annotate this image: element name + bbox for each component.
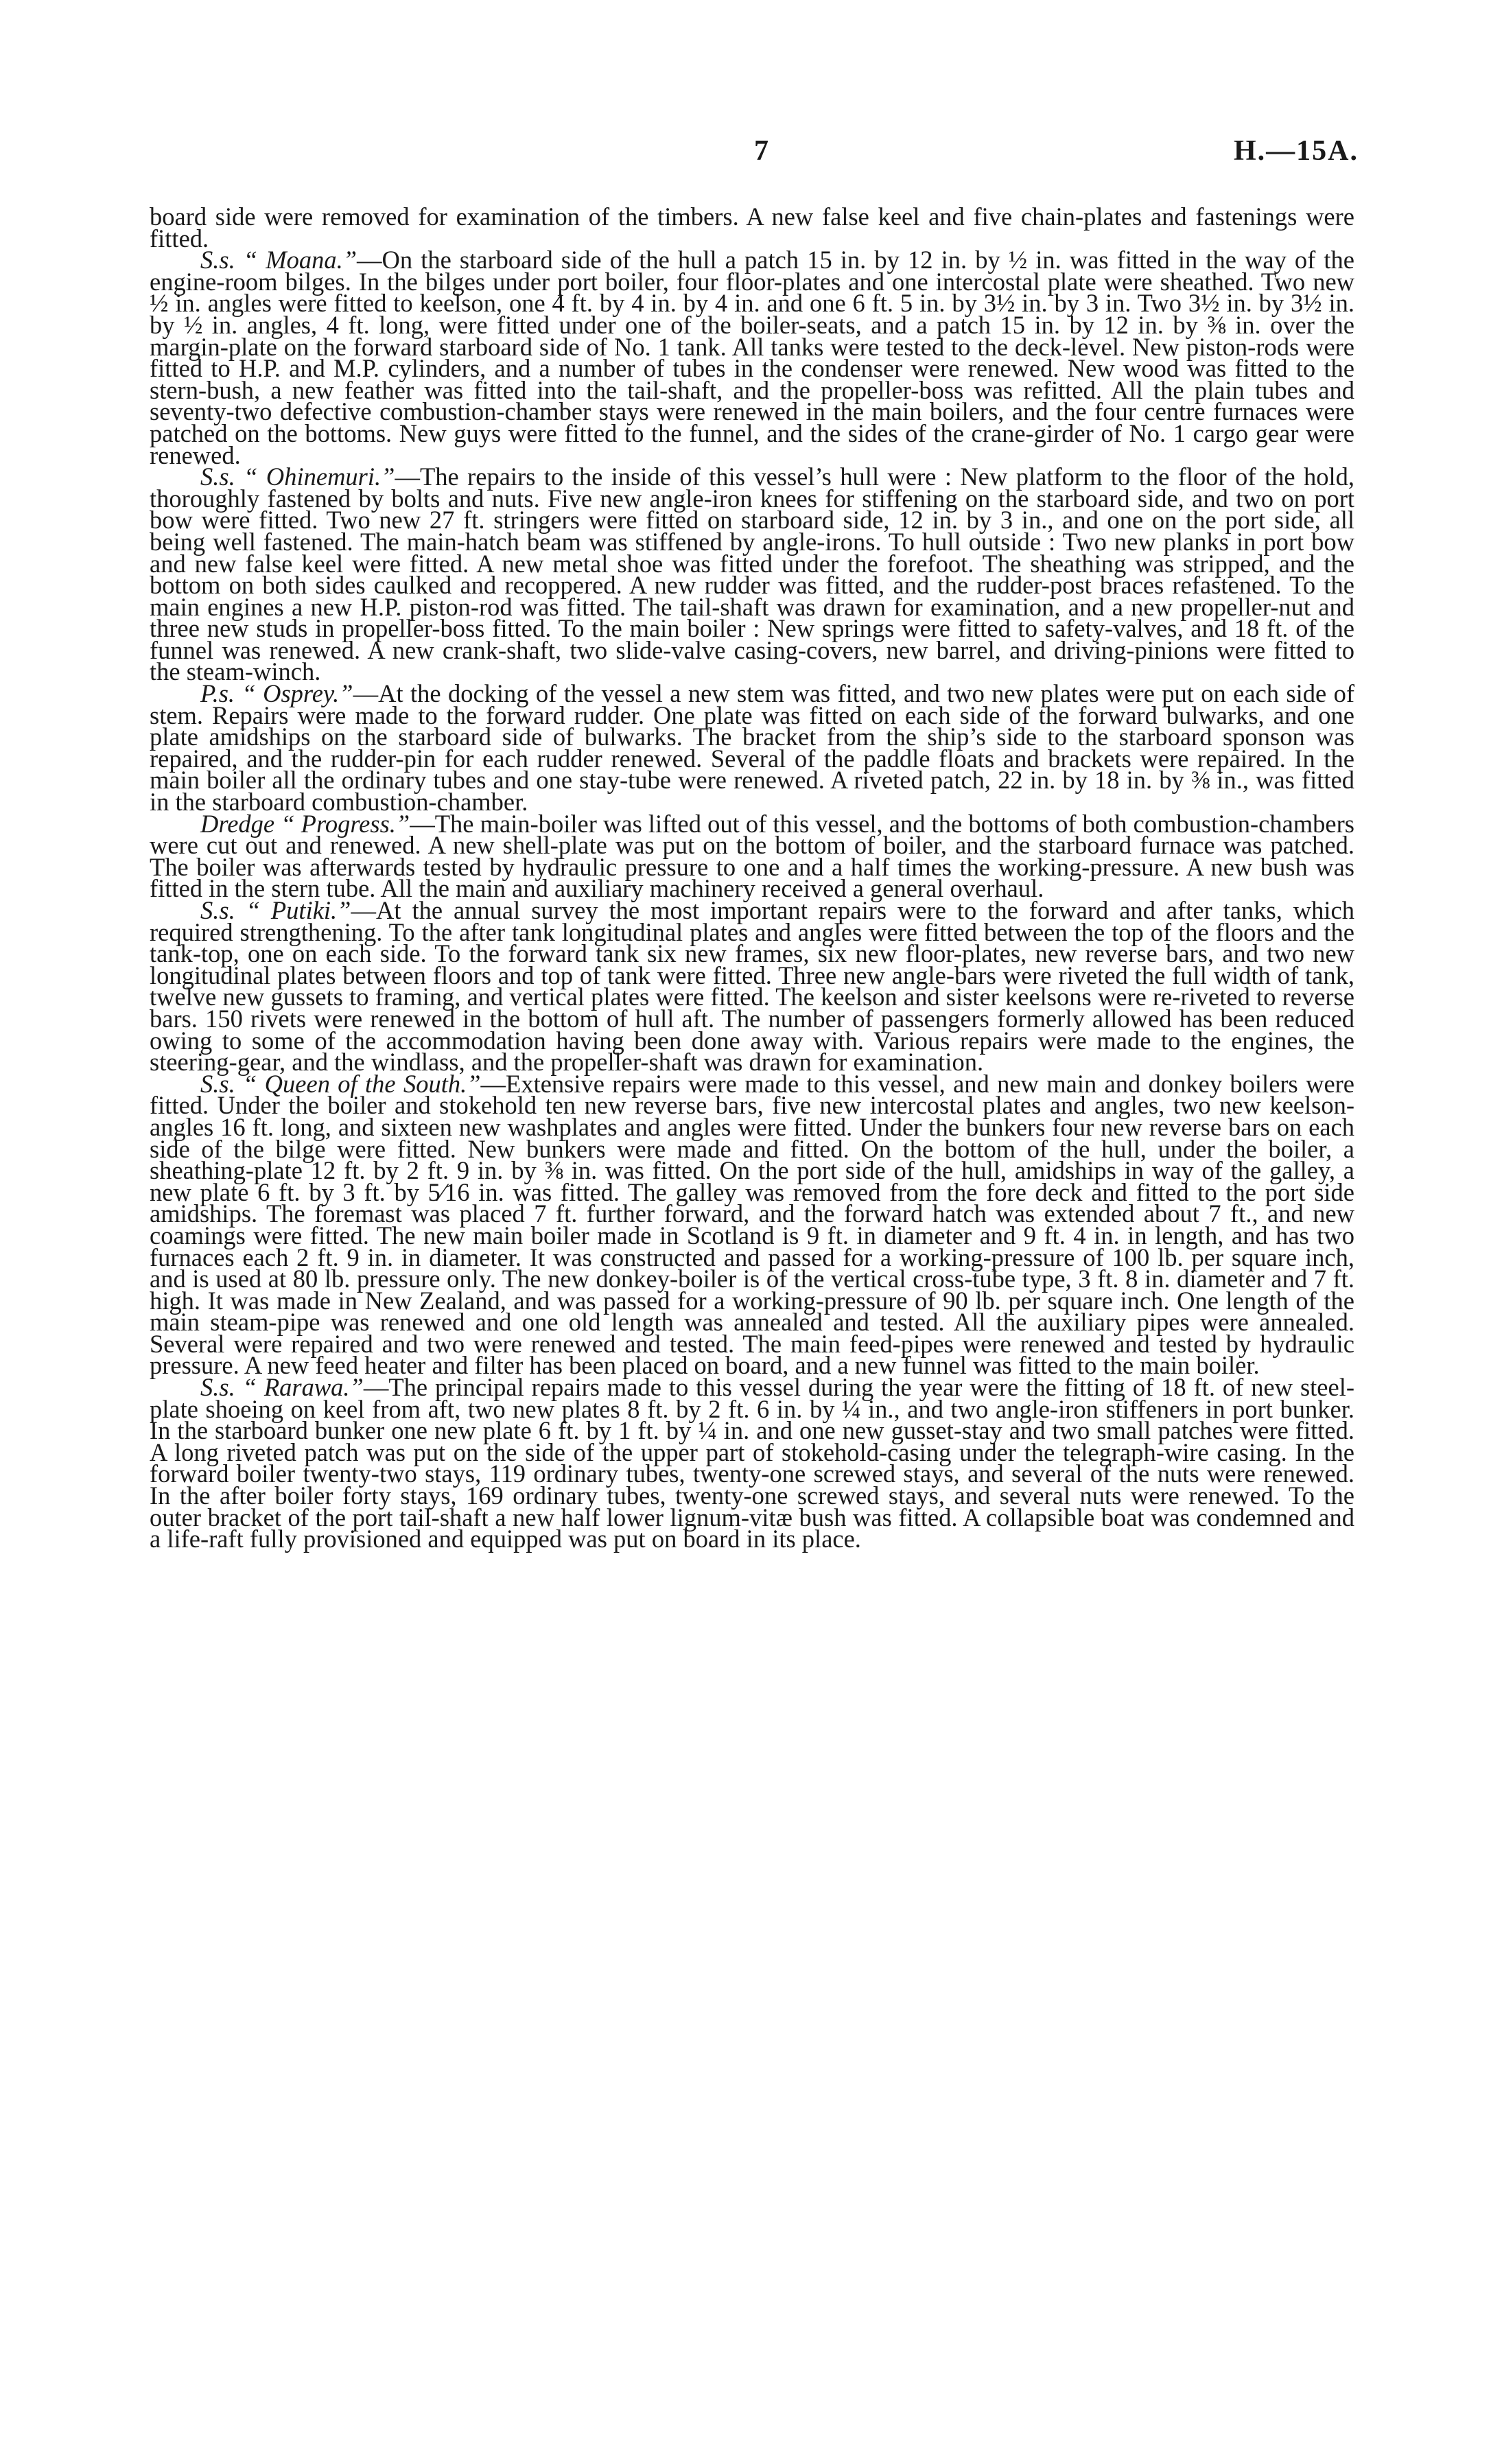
paragraph-rarawa (150, 1373, 1354, 1553)
vessel-name: P.s. “ Osprey.” (200, 679, 353, 708)
body-text (150, 202, 1355, 1553)
paragraph-moana (150, 246, 1354, 469)
paragraph-text: —At the docking of the vessel a new stem was fitted, and two new plates were put on each side of stem. Repairs were made to the forward rudder. One plate was fitted on each side of the forward bulwarks, and one plate amidships on the starboard side of bulwarks. The bracket from the ship’s side to the starboard sponson was repaired, and the rudder-pin for each rudder renewed. Several of the paddle floats and brackets were repaired. In the main boiler all the ordinary tubes and one stay-tube were renewed. A riveted patch, 22 in. by 18 in. by ⅜ in., was fitted in the starboard combustion-chamber. (150, 679, 1354, 817)
paragraph-progress (150, 809, 1354, 903)
paragraph-osprey (150, 679, 1354, 817)
paragraph-text: board side were removed for examination of the timbers. A new false keel and five chain-plates and fastenings were fitted. (150, 202, 1354, 253)
paragraph-queen-of-the-south (150, 1069, 1355, 1380)
paragraph-continuation (150, 202, 1354, 253)
page-number: 7 (754, 135, 769, 167)
paragraph-putiki (150, 896, 1354, 1077)
vessel-name: S.s. “ Putiki.” (200, 896, 351, 924)
paragraph-text: —The principal repairs made to this vessel during the year were the fitting of 18 ft. of new steel-plate shoeing on keel from aft, two new plates 8 ft. by 2 ft. 6 in. by ¼ in., and two angle-iron stiffeners in port bunker. In the starboard bunker one new plate 6 ft. by 1 ft. by ¼ in. and one new gusset-stay and two small patches were fitted. A long riveted patch was put on the side of the upper part of stokehold-casing under the telegraph-wire casing. In the forward boiler twenty-two stays, 119 ordinary tubes, twenty-one screwed stays, and several of the nuts were renewed. In the after boiler forty stays, 169 ordinary tubes, twenty-one screwed stays, and several nuts were renewed. To the outer bracket of the port tail-shaft a new half lower lignum-vitæ bush was fitted. A collapsible boat was condemned and a life-raft fully provisioned and equipped was put on board in its place. (150, 1373, 1354, 1553)
vessel-name: Dredge “ Progress.” (200, 809, 410, 838)
page-header (165, 134, 1359, 176)
document-reference: H.—15A. (1234, 135, 1359, 167)
vessel-name: S.s. “ Moana.” (200, 246, 357, 274)
paragraph-text: —Extensive repairs were made to this vessel, and new main and donkey boilers were fitted. Under the boiler and stokehold ten new reverse bars, five new intercostal plates and angles, two new keelson-angles 16 ft. long, and sixteen new washplates and angles were fitted. Under the bunkers four new reverse bars on each side of the bilge were fitted. New bunkers were made and fitted. On the bottom of the hull, under the boiler, a sheathing-plate 12 ft. by 2 ft. 9 in. by ⅜ in. was fitted. On the port side of the hull, amidships in way of the galley, a new plate 6 ft. by 3 ft. by 5⁄16 in. was fitted. The galley was removed from the fore deck and fitted to the port side amidships. The foremast was placed 7 ft. further forward, and the forward hatch was extended about 7 ft., and new coamings were fitted. The new main boiler made in Scotland is 9 ft. in diameter and 9 ft. 4 in. in length, and has two furnaces each 2 ft. 9 in. in diameter. It was constructed and passed for a working-pressure of 100 lb. per square inch, and is used at 80 lb. pressure only. The new donkey-boiler is of the vertical cross-tube type, 3 ft. 8 in. diameter and 7 ft. high. It was made in New Zealand, and was passed for a working-pressure of 90 lb. per square inch. One length of the main steam-pipe was renewed and one old length was annealed and tested. All the auxiliary pipes were annealed. Several were repaired and two were renewed and tested. The main feed-pipes were renewed and tested by hydraulic pressure. A new feed heater and filter has been placed on board, and a new funnel was fitted to the main boiler. (150, 1069, 1355, 1380)
vessel-name: S.s. “ Queen of the South.” (200, 1069, 481, 1098)
paragraph-ohinemuri (150, 462, 1354, 686)
paragraph-text: —On the starboard side of the hull a patch 15 in. by 12 in. by ½ in. was fitted in the way of the engine-room bilges. In the bilges under port boiler, four floor-plates and one intercostal plate were sheathed. Two new ½ in. angles were fitted to keelson, one 4 ft. by 4 in. by 4 in. and one 6 ft. 5 in. by 3½ in. by 3 in. Two 3½ in. by 3½ in. by ½ in. angles, 4 ft. long, were fitted under one of the boiler-seats, and a patch 15 in. by 12 in. by ⅜ in. over the margin-plate on the forward starboard side of No. 1 tank. All tanks were tested to the deck-level. New piston-rods were fitted to H.P. and M.P. cylinders, and a number of tubes in the condenser were renewed. New wood was fitted to the stern-bush, a new feather was fitted into the tail-shaft, and the propeller-boss was refitted. All the plain tubes and seventy-two defective combustion-chamber stays were renewed in the main boilers, and the four centre furnaces were patched on the bottoms. New guys were fitted to the funnel, and the sides of the crane-girder of No. 1 cargo gear were renewed. (150, 246, 1354, 469)
paragraph-text: —At the annual survey the most important repairs were to the forward and after tanks, which required strengthening. To the after tank longitudinal plates and angles were fitted between the top of the floors and the tank-top, one on each side. To the forward tank six new frames, six new floor-plates, new reverse bars, and two new longitudinal plates between floors and top of tank were fitted. Three new angle-bars were riveted the full width of tank, twelve new gussets to framing, and vertical plates were fitted. The keelson and sister keelsons were re-riveted to reverse bars. 150 rivets were renewed in the bottom of hull aft. The number of passengers formerly allowed has been reduced owing to some of the accommodation having been done away with. Various repairs were made to the engines, the steering-gear, and the windlass, and the propeller-shaft was drawn for examination. (150, 896, 1354, 1077)
vessel-name: S.s. “ Rarawa.” (200, 1373, 364, 1402)
paragraph-text: —The main-boiler was lifted out of this vessel, and the bottoms of both combustion-chambers were cut out and renewed. A new shell-plate was put on the bottom of boiler, and the starboard furnace was patched. The boiler was afterwards tested by hydraulic pressure to one and a half times the working-pressure. A new bush was fitted in the stern tube. All the main and auxiliary machinery received a general overhaul. (150, 809, 1354, 903)
vessel-name: S.s. “ Ohinemuri.” (200, 462, 395, 491)
paragraph-text: —The repairs to the inside of this vessel’s hull were : New platform to the floor of the hold, thoroughly fastened by bolts and nuts. Five new angle-iron knees for stiffening on the starboard side, and two on port bow were fitted. Two new 27 ft. stringers were fitted on starboard side, 12 in. by 3 in., and one on the port side, all being well fastened. The main-hatch beam was stiffened by angle-irons. To hull outside : Two new planks in port bow and new false keel were fitted. A new metal shoe was fitted under the forefoot. The sheathing was stripped, and the bottom on both sides caulked and recoppered. A new rudder was fitted, and the rudder-post braces refastened. To the main engines a new H.P. piston-rod was fitted. The tail-shaft was drawn for examination, and a new propeller-nut and three new studs in propeller-boss fitted. To the main boiler : New springs were fitted to safety-valves, and 18 ft. of the funnel was renewed. A new crank-shaft, two slide-valve casing-covers, new barrel, and driving-pinions were fitted to the steam-winch. (150, 462, 1354, 686)
